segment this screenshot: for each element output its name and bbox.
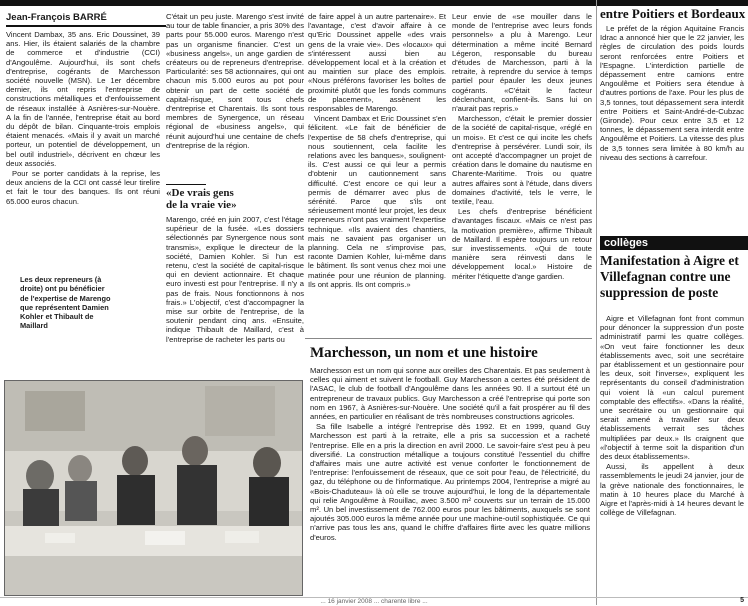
paragraph: Marchesson, c'était le premier dossier de la société de capital-risque, «réglé en un mois». Et c'est ce qui incite les chefs d'entreprise à persévérer. Lundi soir, ils ont accepté d'accompagner un projet de création dans le domaine du nautisme en Charente-Maritime. Trois ou quatre autres affaires sont à l'étude, dans divers domaines d'activité, tels le verre, le textile, l'eau.	[452, 114, 592, 207]
meeting-photo-illustration	[5, 381, 302, 595]
article-column-2	[166, 12, 304, 151]
paragraph: de faire appel à un autre partenaire». Et l'avantage, c'est d'avoir affaire à ce qu'Eric Doussinet appelle «des vrais gens de la vraie vie». Des «locaux» qui s'intéressent aussi bien au développement local et à la création et au maintien sur place des emplois. «Nous préférons favoriser les boîtes de proximité plutôt que les fonds communs de placement», assènent les responsables de Marengo.	[308, 12, 446, 114]
paragraph: C'était un peu juste. Marengo s'est invité au tour de table financier, a pris 30% des parts pour 55.000 euros. Marengo n'est pas un organisme financier. C'est un «business angels», un ange gardien de créateurs ou de repreneurs d'entreprise. Particularité: ses 58 actionnaires, qui ont chacun mis 5.000 euros au pot pour obtenir un part de cette société de capital-risque, sont tous chefs d'entreprise et Charentais. Ils sont tous membres de Synergence, un réseau régional de «business angels», qui réunit aujourd'hui une centaine de chefs d'entreprise de la région.	[166, 12, 304, 150]
box-story-text	[310, 366, 590, 543]
article-column-1	[6, 30, 160, 207]
paragraph: Aussi, ils appellent à deux rassemblements le jeudi 24 janvier, jour de la grève nationale des fonctionnaires, le matin à 10 heures place du Marché à Aigre et l'après-midi à 14 heures devant le collège de Villefagnan.	[600, 462, 744, 518]
paragraph: Aigre et Villefagnan font front commun pour dénoncer la suppression d'un poste administratif parmi les quatre collèges. «On veut faire fonctionner les deux établissements avec, soit une secrétaire par établissement et un gestionnaire pour les deux, soit l'inverse», expliquent les représentants du conseil d'administration qui voient là «un calcul purement comptable des effectifs». «Dans la réalité, une secrétaire ou un gestionnaire qui serait amené à travailler sur deux établissements verrait ses tâches multipliées par deux.» Ils craignent que «l'objectif à terme soit la disparition d'un des deux établissements».	[600, 314, 744, 462]
paragraph: Pour se porter candidats à la reprise, les deux anciens de la CCI ont cassé leur tirelire et fait le tour des banques. Ils ont réuni 65.000 euros chacun.	[6, 169, 160, 206]
box-headline: Marchesson, un nom et une histoire	[310, 345, 538, 361]
subheading: «De vrais gens de la vraie vie»	[166, 187, 246, 211]
photo-caption: Les deux repreneurs (à droite) ont pu bénéficier de l'expertise de Marengo que représentent Damien Kohler et Thibault de Maillard	[20, 275, 111, 331]
article-column-2b	[166, 215, 304, 345]
paragraph: Marengo, créé en juin 2007, c'est l'étage supérieur de la fusée. «Les dossiers sélectionnés par Synergence nous sont transmis», explique le directeur de la société, Damien Kohler. Si l'un est retenu, c'est la société de capital-risque qui en devient actionnaire. Et chaque euro investi est pour l'entreprise. Il n'y a pas de frais. Nous fonctionnons à nos frais.» L'objectif, c'est d'accompagner la mise sur orbite de l'entreprise, de la soutenir pendant cinq ans. «Ensuite, indique Thibault de Maillard, c'est à l'entreprise de racheter les parts ou	[166, 215, 304, 344]
right-headline: Manifestation à Aigre et Villefagnan contre une suppression de poste	[600, 253, 739, 300]
paragraph: Marchesson est un nom qui sonne aux oreilles des Charentais. Et pas seulement à celles qui aiment et suivent le football. Guy Marchesson a certes été président de l'ASAC, le club de football d'Angoulême dans les années 90. Il a surtout été un entrepreneur de travaux publics. Guy Marchesson a créé l'entreprise qui porte son nom en 1967, à Asnières-sur-Nouère. Une société qu'il a fait prospérer au fil des années, en particulier en réalisant de très nombreuses constructions agricoles.	[310, 366, 590, 422]
page-number: 5	[740, 597, 744, 604]
page-footer: ... 16 janvier 2008 ... charente libre ...	[0, 597, 748, 606]
paragraph: Les chefs d'entreprise bénéficient d'avantages fiscaux. «Mais ce n'est pas la motivation première», affirme Thibault de Maillard. Il espère toujours un retour sur investissements. «Qui de toute manière sera réinvesti dans le développement local.» Histoire de mériter l'étiquette d'ange gardien.	[452, 207, 592, 281]
rubric-label: collèges	[600, 236, 748, 250]
paragraph: Sa fille Isabelle a intégré l'entreprise dès 1992. Et en 1999, quand Guy Marchesson est parti à la retraite, elle a pris sa succession et a racheté l'entreprise. Elle en a pris la direction en avril 2000. Le savoir-faire s'est peu à peu diversifié. La construction métallique a toujours constitué l'essentiel du chiffre d'affaires mais une autre activité est venue conforter le fonctionnement de l'entreprise: l'enfouissement de réseaux, que ce soit pour l'eau, de l'électricité, du gaz, du téléphone ou de l'informatique. Au printemps 2004, l'entreprise a migré au «Bois-Chaduteau» là où elle se trouve aujourd'hui, le long de la départementale qui relie Angoulême à Rouillac, avec 3.500 m² couverts sur un terrain de 15.000 m². Un bel investissement de 762.000 euros pour les bâtiments, auxquels se sont ajoutés 305.000 euros la même année pour une machine-outil sophistiquée. Ce qui n'arrive pas tous les ans, quand le chiffre d'affaires flirte avec les quatre millions d'euros.	[310, 422, 590, 542]
paragraph: Leur envie de «se mouiller dans le monde de l'entreprise avec leurs fonds personnels» a plu à Marengo. Leur détermination a même incité Bernard Légeron, responsable du bureau d'études de Marchesson, parti à la retraite, à reprendre du service à temps partiel pour épauler les deux jeunes cogérants. «C'était le facteur déclenchant, confient-ils. Sans lui on n'aurait pas repris.»	[452, 12, 592, 114]
paragraph: Le préfet de la région Aquitaine Francis Idrac a annoncé hier que le 22 janvier, les règles de circulation des poids lourds seront renforcées entre Poitiers et l'Espagne. L'interdiction partielle de dépassement entre camions entre Angoulême et Poitiers sera étendue à d'autres portions de l'axe. Pour les plus de 3,5 tonnes, tout dépassement sera interdit entre Poitiers et Saint-André-de-Cubzac (Gironde). Pour ceux entre 3,5 et 12 tonnes, le dépassement sera interdit entre Angoulême et Poitiers. La vitesse des plus de 3,5 tonnes sera limitée à 80 km/h au niveau des sections à carrefour.	[600, 24, 744, 162]
divider	[305, 338, 592, 339]
article-column-4	[452, 12, 592, 282]
paragraph: Vincent Dambax et Eric Doussinet s'en félicitent. «Le fait de bénéficier de l'expertise de 58 chefs d'entreprise, qui nous soutiennent, cela facilite les relations avec les banques», soulignent-ils. C'est aussi ce qui leur a permis d'obtenir un cautionnement sans difficulté. C'est encore ce qui leur a permis de démarrer avec plus de sérénité. Parce que s'ils ont sérieusement monté leur projet, les deux repreneurs n'ont pas vraiment l'expertise technique. «Ils avaient des chantiers, mais ne savaient pas organiser un planning. Cela ne s'improvise pas, raconte Damien Kohler, lui-même dans le bâtiment. Ils sont venus chez moi une matinée pour une réunion de planning. Ils ont appris. Ils ont compris.»	[308, 114, 446, 289]
right-top-headline: entre Poitiers et Bordeaux	[600, 6, 746, 21]
paragraph: Vincent Dambax, 35 ans. Eric Doussinet, 39 ans. Hier, ils étaient salariés de la chambre de commerce et d'industrie (CCI) d'Angoulême. Aujourd'hui, ils sont chefs d'entreprise, cogérants de Marchesson société nouvelle (MSN). Le 1er décembre dernier, ils ont repris l'entreprise de constructions métalliques et d'enfouissement de réseaux installée à Asnières-sur-Nouère. A la fin de l'année, l'entreprise était au bord du dépôt de bilan. Cinquante-trois emplois étaient menacés. «Mais il y avait un marché porteur, un potentiel de développement, un bel outil industriel», décrivent en chœur les deux associés.	[6, 30, 160, 168]
byline: Jean-François BARRÉ	[6, 12, 166, 27]
article-column-3	[308, 12, 446, 290]
photo	[4, 380, 303, 596]
right-text-2	[600, 314, 744, 518]
right-text-1	[600, 24, 744, 163]
